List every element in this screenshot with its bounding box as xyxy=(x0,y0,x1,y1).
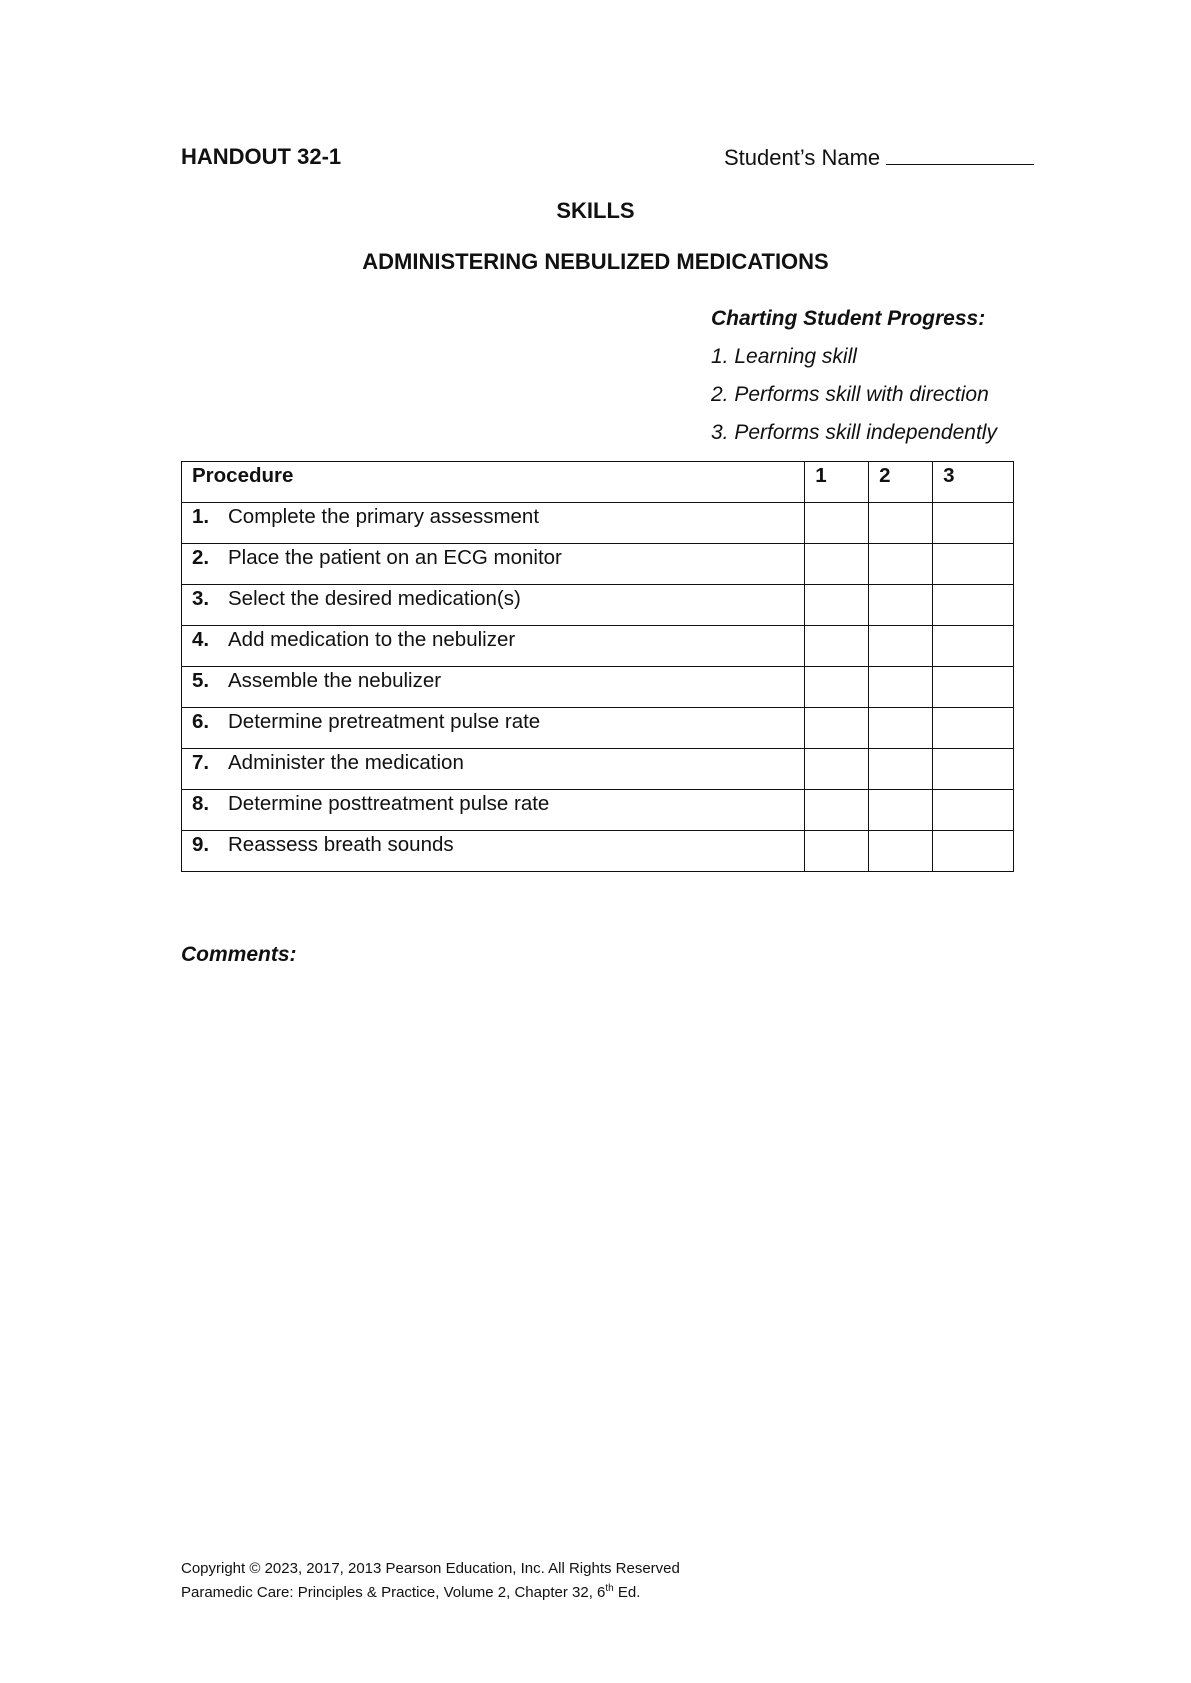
rating-cell-level-3[interactable] xyxy=(933,790,1014,831)
table-row xyxy=(182,626,1014,667)
rating-cell-level-2[interactable] xyxy=(869,790,933,831)
rating-cell-level-3[interactable] xyxy=(933,503,1014,544)
step-text: Reassess breath sounds xyxy=(228,833,454,856)
student-name-label: Student’s Name xyxy=(724,145,881,170)
table-row xyxy=(182,831,1014,872)
rating-cell-level-1[interactable] xyxy=(805,626,869,667)
section-title: SKILLS xyxy=(556,198,635,223)
student-name-field[interactable] xyxy=(724,144,1034,171)
source-text: Paramedic Care: Principles & Practice, Volume 2, Chapter 32, 6 xyxy=(181,1584,606,1601)
rating-cell-level-2[interactable] xyxy=(869,831,933,872)
procedure-cell xyxy=(182,667,805,708)
step-number: 8. xyxy=(192,792,210,815)
table-row xyxy=(182,585,1014,626)
header-procedure: Procedure xyxy=(182,462,805,503)
rating-cell-level-1[interactable] xyxy=(805,544,869,585)
rating-cell-level-1[interactable] xyxy=(805,831,869,872)
rating-cell-level-3[interactable] xyxy=(933,626,1014,667)
procedure-cell xyxy=(182,790,805,831)
comments-label: Comments: xyxy=(181,943,297,966)
rating-cell-level-2[interactable] xyxy=(869,626,933,667)
rating-cell-level-2[interactable] xyxy=(869,585,933,626)
rating-cell-level-2[interactable] xyxy=(869,544,933,585)
rating-cell-level-1[interactable] xyxy=(805,503,869,544)
rating-cell-level-1[interactable] xyxy=(805,708,869,749)
progress-level-2: 2. Performs skill with direction xyxy=(711,383,989,406)
rating-cell-level-3[interactable] xyxy=(933,667,1014,708)
table-row xyxy=(182,544,1014,585)
header-level-3: 3 xyxy=(933,462,1014,503)
procedure-cell xyxy=(182,708,805,749)
progress-key-heading: Charting Student Progress: xyxy=(711,307,986,330)
step-text: Add medication to the nebulizer xyxy=(228,628,516,651)
step-text: Determine pretreatment pulse rate xyxy=(228,710,541,733)
procedure-rows xyxy=(182,503,1014,872)
source-edition: Ed. xyxy=(613,1584,641,1601)
step-number: 2. xyxy=(192,546,210,569)
footer xyxy=(181,1559,680,1603)
step-number: 7. xyxy=(192,751,210,774)
step-text: Select the desired medication(s) xyxy=(228,587,521,610)
rating-cell-level-3[interactable] xyxy=(933,585,1014,626)
step-text: Administer the medication xyxy=(228,751,464,774)
step-text: Complete the primary assessment xyxy=(228,505,540,528)
rating-cell-level-2[interactable] xyxy=(869,749,933,790)
progress-key xyxy=(711,300,997,452)
procedure-cell xyxy=(182,831,805,872)
rating-cell-level-1[interactable] xyxy=(805,667,869,708)
edition-superscript: th xyxy=(605,1583,614,1594)
header-level-1: 1 xyxy=(805,462,869,503)
step-number: 6. xyxy=(192,710,210,733)
table-row xyxy=(182,790,1014,831)
progress-level-3: 3. Performs skill independently xyxy=(711,421,997,444)
rating-cell-level-1[interactable] xyxy=(805,790,869,831)
procedure-cell xyxy=(182,626,805,667)
procedure-cell xyxy=(182,749,805,790)
rating-cell-level-3[interactable] xyxy=(933,749,1014,790)
rating-cell-level-2[interactable] xyxy=(869,708,933,749)
table-row xyxy=(182,503,1014,544)
rating-cell-level-1[interactable] xyxy=(805,749,869,790)
handout-id: HANDOUT 32-1 xyxy=(181,144,342,169)
step-number: 5. xyxy=(192,669,210,692)
rating-cell-level-3[interactable] xyxy=(933,708,1014,749)
table-row xyxy=(182,708,1014,749)
step-number: 4. xyxy=(192,628,210,651)
procedure-cell xyxy=(182,544,805,585)
skill-title: ADMINISTERING NEBULIZED MEDICATIONS xyxy=(362,249,829,274)
table-header-row xyxy=(182,462,1014,503)
progress-level-1: 1. Learning skill xyxy=(711,345,857,368)
step-text: Determine posttreatment pulse rate xyxy=(228,792,550,815)
procedure-cell xyxy=(182,503,805,544)
step-text: Assemble the nebulizer xyxy=(228,669,442,692)
source-line xyxy=(181,1579,680,1603)
rating-cell-level-2[interactable] xyxy=(869,667,933,708)
table-row xyxy=(182,749,1014,790)
procedure-cell xyxy=(182,585,805,626)
step-number: 3. xyxy=(192,587,210,610)
step-number: 1. xyxy=(192,505,210,528)
step-text: Place the patient on an ECG monitor xyxy=(228,546,562,569)
rating-cell-level-3[interactable] xyxy=(933,831,1014,872)
rating-cell-level-1[interactable] xyxy=(805,585,869,626)
table-row xyxy=(182,667,1014,708)
step-number: 9. xyxy=(192,833,210,856)
rating-cell-level-2[interactable] xyxy=(869,503,933,544)
procedure-table xyxy=(181,461,1014,872)
student-name-blank[interactable] xyxy=(886,144,1034,165)
copyright-line: Copyright © 2023, 2017, 2013 Pearson Education, Inc. All Rights Reserved xyxy=(181,1560,680,1577)
header-level-2: 2 xyxy=(869,462,933,503)
rating-cell-level-3[interactable] xyxy=(933,544,1014,585)
